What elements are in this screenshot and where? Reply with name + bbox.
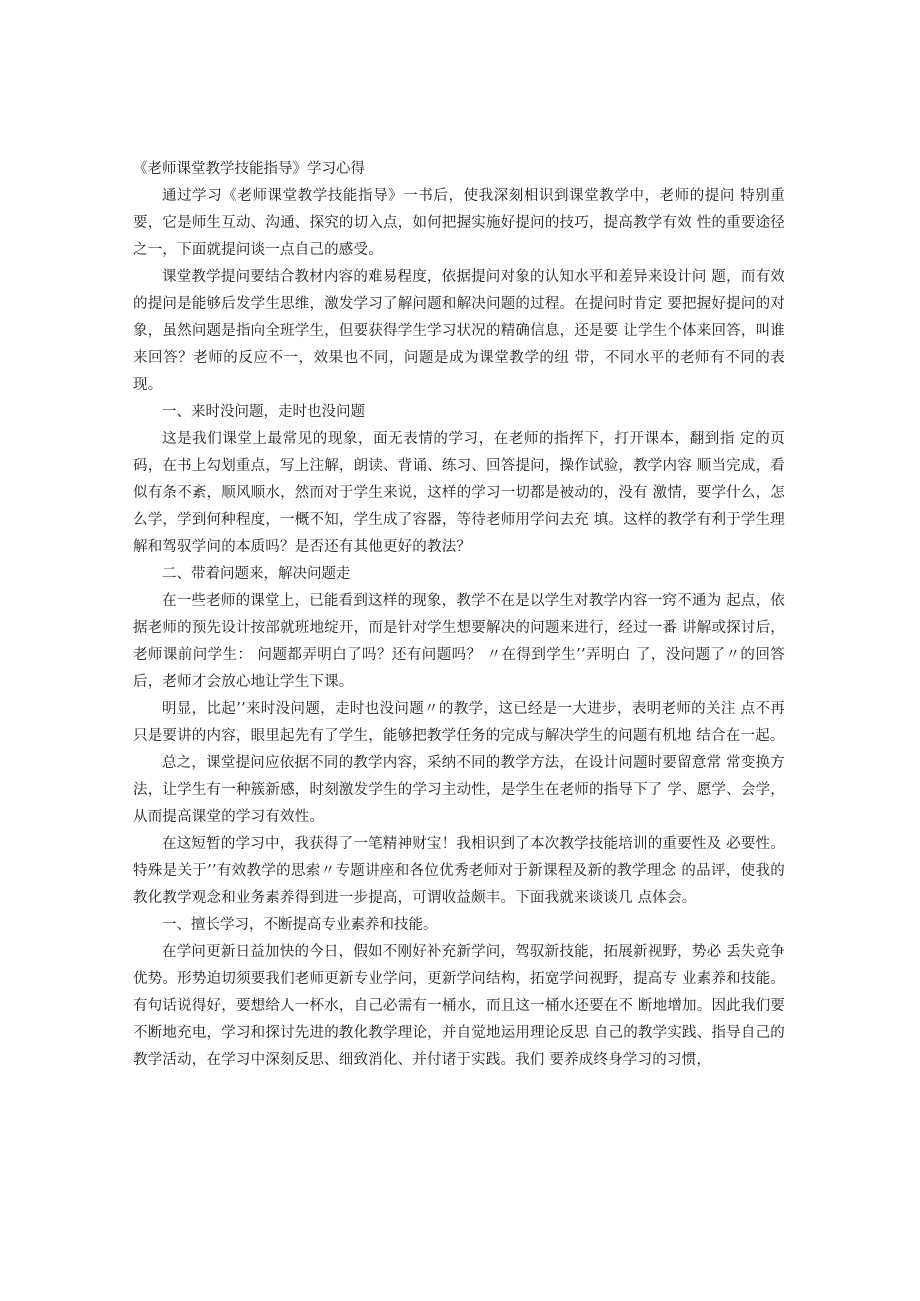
document-title: 《老师课堂教学技能指导》学习心得 — [133, 161, 365, 177]
section-heading-2: 二、带着问题来，解决问题走 — [162, 566, 351, 582]
paragraph-1: 通过学习《老师课堂教学技能指导》一书后，使我深刻相识到课堂教学中，老师的提问 特别重要，它是师生互动、沟通、探究的切入点，如何把握实施好提问的技巧，提高教学有效 性的重要途径之一，下面就提问谈一点自己的感受。 — [133, 188, 785, 258]
paragraph-5: 明显，比起’’来时没问题，走时也没问题〃的教学，这已经是一大进步，表明老师的关注 点不再只是要讲的内容，眼里起先有了学生，能够把教学任务的完成与解决学生的问题有机地 结合在一起。 — [133, 701, 785, 744]
section-heading-3: 一、擅长学习，不断提高专业素养和技能。 — [162, 917, 438, 933]
paragraph-8: 在学问更新日益加快的今日，假如不刚好补充新学问，驾驭新技能，拓展新视野，势必 丢失竞争优势。形势迫切须要我们老师更新专业学问，更新学问结构，拓宽学问视野，提高专 业素养和技能。有句话说得好，要想给人一杯水，自己必需有一桶水，而且这一桶水还要在不 断地增加。因此我们要不断地充电，学习和探讨先进的教化教学理论，并自觉地运用理论反思 自己的教学实践、指导自己的教学活动，在学习中深刻反思、细致消化、并付诸于实践。我们 要养成终身学习的习惯， — [133, 944, 785, 1068]
document-page — [133, 156, 785, 1074]
paragraph-6: 总之，课堂提问应依据不同的教学内容，采纳不同的教学方法，在设计问题时要留意常 常变换方法，让学生有一种簇新感，时刻激发学生的学习主动性，是学生在老师的指导下了 学、愿学、会学，从而提高课堂的学习有效性。 — [133, 755, 785, 825]
paragraph-3: 这是我们课堂上最常见的现象，面无表情的学习，在老师的指挥下，打开课本，翻到指 定的页码，在书上勾划重点，写上注解，朗读、背诵、练习、回答提问，操作试验，教学内容 顺当完成，看似有条不紊，顺风顺水，然而对于学生来说，这样的学习一切都是被动的，没有 激情，要学什么，怎么学，学到何种程度，一概不知，学生成了容器，等待老师用学问去充 填。这样的教学有利于学生理解和驾驭学问的本质吗？是否还有其他更好的教法？ — [133, 431, 785, 555]
paragraph-7: 在这短暂的学习中，我获得了一笔精神财宝！我相识到了本次教学技能培训的重要性及 必要性。特殊是关于’’有效教学的思索〃专题讲座和各位优秀老师对于新课程及新的教学理念 的品评，使我的教化教学观念和业务素养得到进一步提高，可谓收益颇丰。下面我就来谈谈几 点体会。 — [133, 836, 785, 906]
paragraph-4: 在一些老师的课堂上，已能看到这样的现象，教学不在是以学生对教学内容一窍不通为 起点，依据老师的预先设计按部就班地绽开，而是针对学生想要解决的问题来进行，经过一番 讲解或探讨后，老师课前问学生： 问题都弄明白了吗？还有问题吗？ 〃在得到学生’’弄明白 了，没问题了〃的回答后，老师才会放心地让学生下课。 — [133, 593, 785, 690]
paragraph-2: 课堂教学提问要结合教材内容的难易程度，依据提问对象的认知水平和差异来设计问 题，而有效的提问是能够后发学生思维，激发学习了解问题和解决问题的过程。在提问时肯定 要把握好提问的对象，虽然问题是指向全班学生，但要获得学生学习状况的精确信息，还是要 让学生个体来回答，叫谁来回答？老师的反应不一，效果也不同，问题是成为课堂教学的纽 带，不同水平的老师有不同的表现。 — [133, 269, 785, 393]
section-heading-1: 一、来时没问题，走时也没问题 — [162, 404, 365, 420]
